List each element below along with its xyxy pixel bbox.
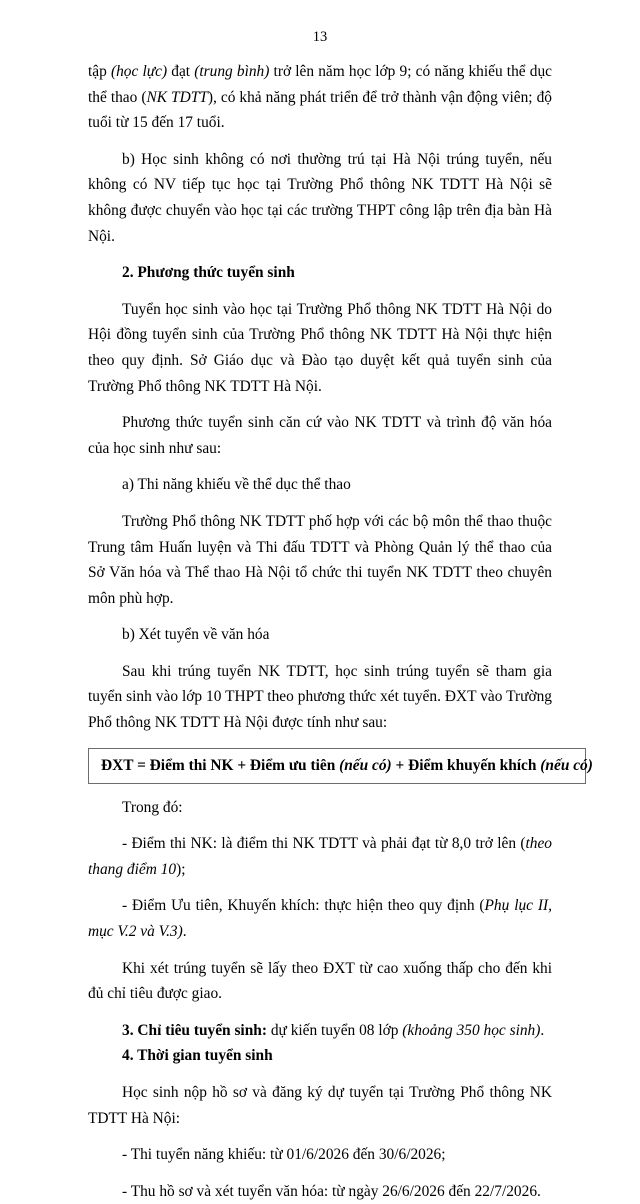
paragraph-gap [88, 399, 552, 410]
paragraph-gap [88, 1069, 552, 1080]
paragraph [88, 297, 552, 399]
paragraph-gap [88, 1168, 552, 1179]
paragraph-gap [88, 136, 552, 147]
text-run: theo thang điểm 10 [88, 835, 552, 878]
text-run: + Điểm khuyến khích [391, 756, 541, 774]
document-blocks [88, 59, 593, 1204]
formula-box [88, 748, 593, 784]
text-run: tập [88, 63, 111, 80]
text-run: 4. Thời gian tuyển sinh [122, 1047, 273, 1065]
text-run: Trong đó: [122, 798, 183, 816]
text-run: ); [176, 860, 186, 878]
text-run: ĐXT = Điểm thi NK + Điểm ưu tiên [101, 756, 340, 774]
paragraph [88, 622, 552, 648]
paragraph [88, 1179, 552, 1204]
text-run: . [540, 1021, 545, 1039]
paragraph [88, 659, 552, 736]
text-run: (học lực) [110, 63, 168, 80]
text-run: - Điểm Ưu tiên, Khuyến khích: thực hiện theo quy định ( [122, 897, 485, 915]
paragraph [88, 956, 552, 1007]
document-body [88, 59, 593, 1204]
paragraph-gap [88, 1007, 552, 1018]
text-run: - Thi tuyển năng khiếu: từ 01/6/2026 đến 30/6/2026; [122, 1146, 446, 1164]
text-run: đạt [167, 63, 195, 80]
text-run: Khi xét trúng tuyển sẽ lấy theo ĐXT từ cao xuống thấp cho đến khi đủ chỉ tiêu được giao. [88, 959, 552, 1003]
section-heading [88, 1043, 552, 1069]
paragraph [88, 795, 552, 821]
text-run: Phụ lục II, mục V.2 và V.3) [88, 897, 552, 941]
text-run: . [182, 923, 187, 941]
text-run: 3. Chỉ tiêu tuyển sinh: [122, 1021, 267, 1039]
paragraph-gap [88, 461, 552, 472]
text-run: - Điểm thi NK: là điểm thi NK TDTT và phải đạt từ 8,0 trở lên ( [122, 835, 526, 853]
paragraph [88, 410, 552, 461]
paragraph-gap [88, 611, 552, 622]
text-run: Trường Phổ thông NK TDTT phố hợp với các bộ môn thể thao thuộc Trung tâm Huấn luyện và Thi đấu TDTT và Phòng Quản lý thể thao của Sở Văn hóa và Thể thao Hà Nội tổ chức thi tuyển NK TDTT theo chuyên môn phù hợp. [88, 512, 552, 607]
paragraph-gap [88, 498, 552, 509]
paragraph [88, 1080, 552, 1131]
text-run: Phương thức tuyển sinh căn cứ vào NK TDTT và trình độ văn hóa của học sinh như sau: [88, 414, 552, 457]
text-run: (trung bình) [194, 63, 270, 80]
text-run: dự kiến tuyển 08 lớp [266, 1021, 403, 1039]
paragraph [88, 147, 552, 249]
paragraph-gap [88, 1131, 552, 1142]
paragraph-gap [88, 648, 552, 659]
page-number: 13 [312, 29, 328, 45]
text-run: (nếu có) [339, 756, 392, 774]
paragraph [88, 893, 552, 944]
paragraph-gap [88, 249, 552, 260]
section-heading [88, 1018, 552, 1044]
text-run: - Thu hồ sơ và xét tuyển văn hóa: từ ngày 26/6/2026 đến 22/7/2026. [122, 1182, 541, 1200]
text-run: Sau khi trúng tuyển NK TDTT, học sinh trúng tuyển sẽ tham gia tuyển sinh vào lớp 10 THPT theo phương thức xét tuyển. ĐXT vào Trường Phổ thông NK TDTT Hà Nội được tính như sau: [88, 662, 552, 732]
section-heading [88, 260, 552, 286]
text-run: Tuyển học sinh vào học tại Trường Phổ thông NK TDTT Hà Nội do Hội đồng tuyển sinh của Trường Phổ thông NK TDTT Hà Nội thực hiện theo quy định. Sở Giáo dục và Đào tạo duyệt kết quả tuyển sinh của Trường Phổ thông NK TDTT Hà Nội. [88, 300, 552, 395]
text-run: (nếu có) [540, 756, 593, 774]
text-run: Học sinh nộp hồ sơ và đăng ký dự tuyển tại Trường Phổ thông NK TDTT Hà Nội: [88, 1084, 552, 1127]
paragraph-gap [88, 882, 552, 893]
paragraph-gap [88, 945, 552, 956]
text-run: trở lên năm học lớp 9; có năng khiếu thể dục thể thao ( [88, 63, 552, 106]
paragraph [88, 509, 552, 611]
paragraph-gap [88, 820, 552, 831]
paragraph [88, 831, 552, 882]
text-run: b) Học sinh không có nơi thường trú tại Hà Nội trúng tuyển, nếu không có NV tiếp tục học tại Trường Phổ thông NK TDTT Hà Nội sẽ không được chuyển vào học tại các trường THPT công lập trên địa bàn Hà Nội. [88, 150, 552, 245]
text-run: 2. Phương thức tuyển sinh [122, 264, 295, 282]
text-run: ), có khả năng phát triển để trở thành vận động viên; độ tuổi từ 15 đến 17 tuổi. [88, 88, 552, 132]
text-run: b) Xét tuyển về văn hóa [122, 626, 270, 644]
text-run: (khoảng 350 học sinh) [402, 1021, 541, 1039]
paragraph [88, 472, 552, 498]
paragraph [88, 59, 552, 136]
text-run: a) Thi năng khiếu về thể dục thể thao [122, 476, 351, 494]
paragraph [88, 1142, 552, 1168]
text-run: NK TDTT [146, 88, 208, 106]
paragraph-gap [88, 286, 552, 297]
